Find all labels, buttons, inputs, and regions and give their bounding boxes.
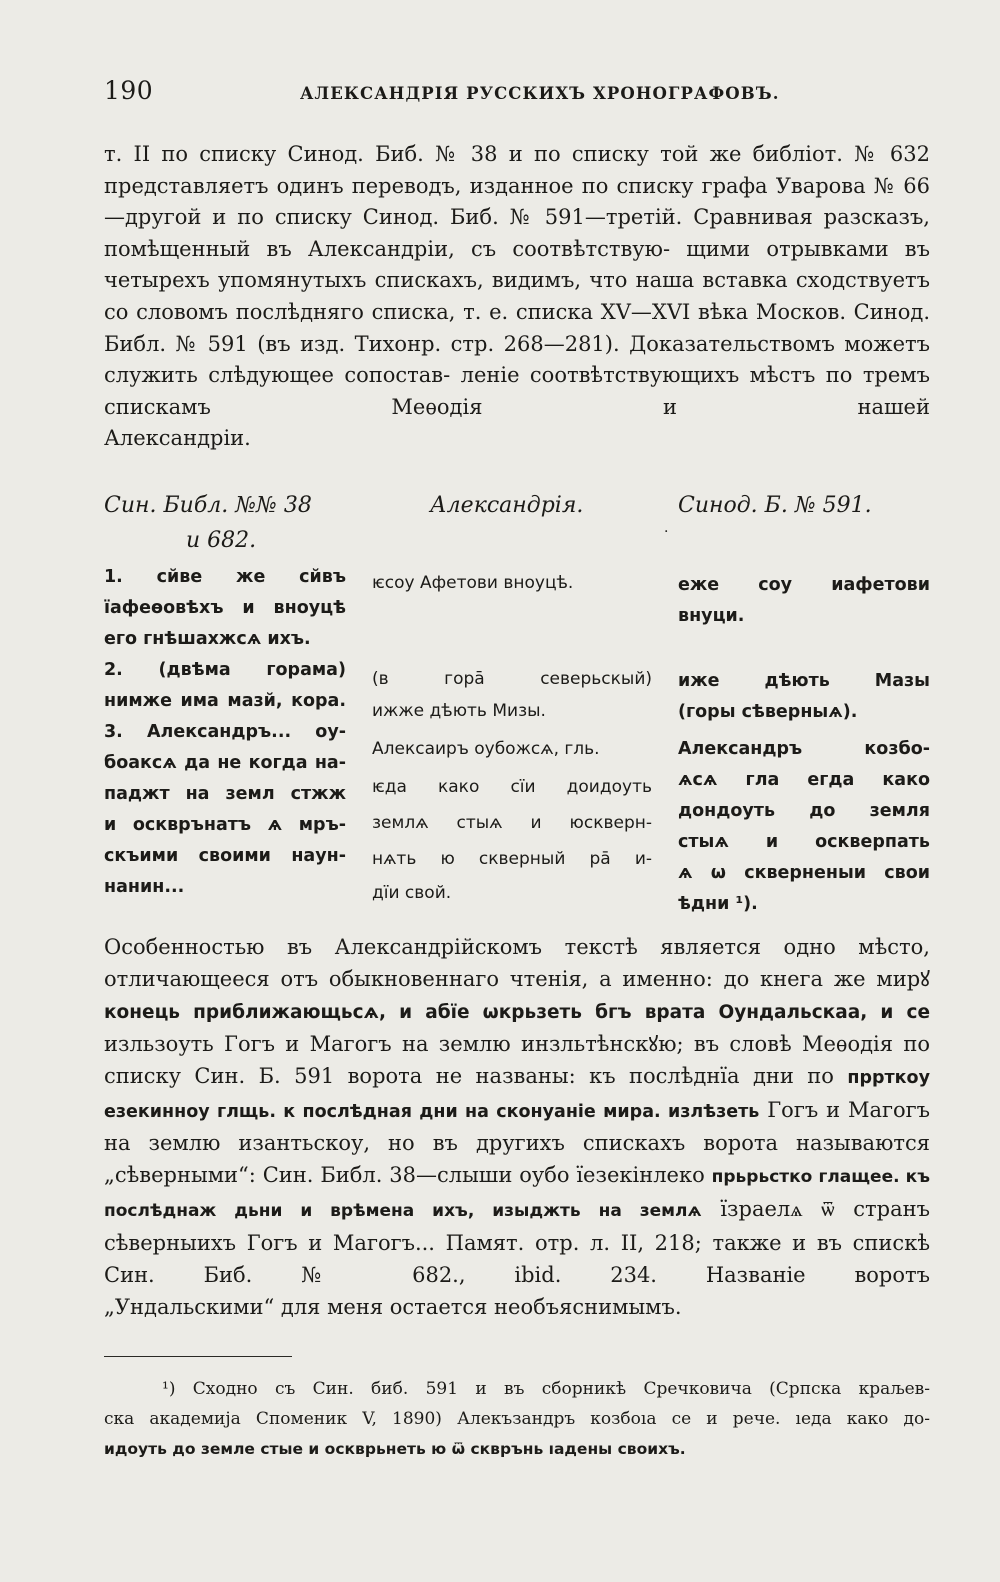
intro-paragraph (104, 139, 930, 455)
column-line: нанин... (104, 877, 185, 897)
footnote-line: ска академија Споменик V, 1890) Алекъзандръ козбоıа се и рече. ıеда како до- (104, 1409, 930, 1429)
column-line: дондоуть до земля (678, 801, 930, 821)
column-line: и оскврънатъ ѧ мръ- (104, 815, 346, 835)
text-line: Александріи. (104, 426, 251, 451)
column-line: (в горā северьскый) (372, 669, 652, 689)
column-line: нимже има мазй, кора. (104, 691, 346, 711)
column-header-right: Синод. Б. № 591. (678, 493, 872, 518)
text-line: называются „сѣверными“: Син. Библ. 38—слыши оубо їезекінлеко (104, 1131, 930, 1188)
text-line: конець приближающьсѧ, и абїе ѡкрьзеть бгъ врата Оундальскаа, и се (104, 1001, 930, 1023)
second-paragraph (104, 932, 930, 1324)
text-line: также и въ спискѣ Син. Биб. № 682., ibid. 234. Названіе воротъ (104, 1231, 930, 1288)
footnote (104, 1374, 930, 1464)
stray-mark: · (664, 524, 669, 540)
text-line: „Ундальскими“ для меня остается необъяснимымъ. (104, 1294, 682, 1319)
text-line: Гогъ и Магогъ на землю изантьскоу, но въ другихъ спискахъ ворота (104, 1097, 930, 1156)
text-line: XV—XVI вѣка Москов. Синод. Библ. № 591 (въ изд. Тихонр. стр. (104, 299, 930, 356)
column-line: его гнѣшахжсѧ ихъ. (104, 629, 311, 649)
text-line: пррткоу езекинноу глщь. к послѣдная дни на сконуаніе мира. излѣзеть (104, 1067, 930, 1122)
column-line: иже дѣють Мазы (678, 671, 930, 691)
column-line: Александръ козбо- (678, 739, 930, 759)
column-line: (горы сѣверныѧ). (678, 702, 858, 722)
footnote-line: ¹) Сходно съ Син. биб. 591 и въ сборникѣ Сречковича (Српска краљев- (162, 1379, 930, 1399)
column-line: стыѧ и оскверпать (678, 832, 930, 852)
column-left (104, 562, 346, 903)
column-header-left: Син. Библ. №№ 38 (104, 493, 312, 518)
text-line: № 632 представляетъ одинъ переводъ, изданное по списку графа (104, 142, 930, 198)
column-line: 2. (двѣма горама) (104, 660, 346, 680)
text-line: їзраелѧ ѿ странъ сѣверныихъ Гогъ и Магогъ... Памят. отр. л. II, 218; (104, 1197, 930, 1256)
column-line: дїи свой. (372, 883, 452, 903)
column-line: 3. Александръ... оу- (104, 722, 346, 742)
column-line: землѧ стыѧ и юскверн- (372, 813, 652, 833)
text-line: наша вставка сходствуетъ со словомъ послѣдняго списка, т. е. списка (104, 268, 930, 324)
column-line: їафеѳовѣхъ и вноуцѣ (104, 598, 346, 618)
running-head (104, 76, 930, 110)
footnote-separator (104, 1356, 292, 1357)
text-line: 268—281). Доказательствомъ можетъ служить слѣдующее сопостав- (104, 331, 930, 388)
column-right (678, 570, 930, 920)
column-line: внуци. (678, 606, 745, 626)
column-line: ѥда како сїи доидоуть (372, 777, 652, 797)
text-line: изльзоуть Гогъ и Магогъ на землю инзльтѣнскꙋю; въ словѣ Меѳодія (104, 1031, 894, 1056)
column-header-middle: Александрія. (430, 493, 584, 518)
text-line: щими отрывками въ четырехъ упомянутыхъ спискахъ, видимъ, что (104, 236, 930, 293)
text-line: Особенностью въ Александрійскомъ текстѣ является одно мѣсто, (104, 935, 930, 959)
column-line: ѧ ѡ скверненыи свои (678, 863, 930, 883)
text-line: прьрьстко глащее. къ послѣднаж дьни и врѣмена ихъ, изыджть на землѧ (104, 1167, 930, 1222)
column-line: Алексаиръ оубожсѧ, гль. (372, 739, 600, 759)
column-line: паджт на земл стжж (104, 784, 346, 804)
column-line: скъими своими наун- (104, 846, 346, 866)
footnote-line: идоуть до земле стые и оскврьнеть ю ѿ скврънь ıадены своихъ. (104, 1440, 686, 1458)
column-line: ѧсѧ гла егда како (678, 770, 930, 790)
column-line: 1. сйве же сйвъ (104, 567, 346, 587)
column-line: ѣдни ¹). (678, 894, 758, 914)
text-line: Уварова № 66—другой и по списку Синод. Биб. № 591—третій. (104, 173, 930, 230)
page-number: 190 (104, 76, 154, 105)
column-header-left-cont: и 682. (186, 528, 257, 553)
column-line: нѧть ю скверный ра̄ и- (372, 849, 652, 869)
column-line: боаксѧ да не когда на- (104, 753, 346, 773)
column-line: еже соу иафетови (678, 575, 930, 595)
text-line: леніе соотвѣтствующихъ мѣстъ по тремъ спискамъ Меѳодія и нашей (104, 363, 930, 419)
text-line: по списку Син. Б. 591 ворота не названы: къ послѣднїа дни по (104, 1031, 930, 1088)
running-title: АЛЕКСАНДРІЯ РУССКИХЪ ХРОНОГРАФОВЪ. (300, 84, 780, 103)
column-line: ижже дѣють Мизы. (372, 701, 546, 721)
text-line: т. II по списку Синод. Биб. № 38 и по списку той же библіот. (104, 142, 843, 166)
column-line: ѥсоу Афетови вноуцѣ. (372, 573, 574, 593)
text-line: Сравнивая разсказъ, помѣщенный въ Александріи, съ соотвѣтствую- (104, 205, 930, 261)
text-line: отличающееся отъ обыкновеннаго чтенія, а именно: до кнега же мирꙋ (104, 966, 930, 991)
